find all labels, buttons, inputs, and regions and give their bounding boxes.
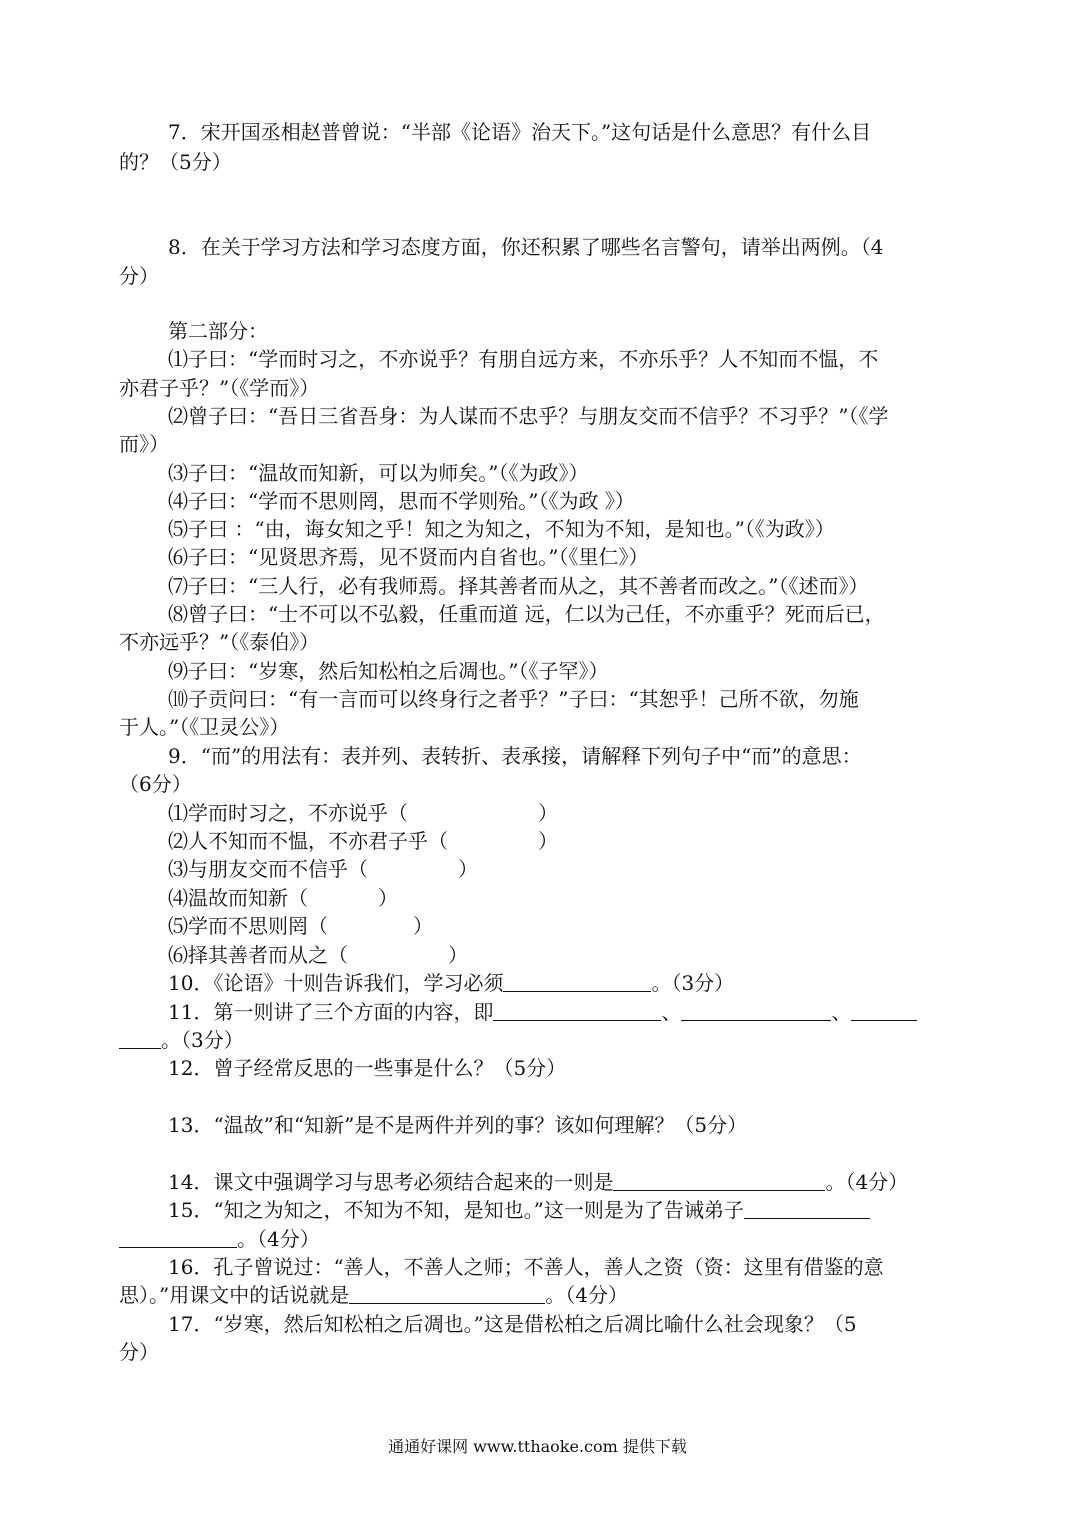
q10-answer-blank[interactable] [503, 971, 651, 992]
question-14: 14．课文中强调学习与思考必须结合起来的一则是 。（4分） [168, 1170, 909, 1194]
q9-item-text: ⑶与朋友交而不信乎（ [168, 857, 368, 881]
q9-item-text: ⑸学而不思则罔（ [168, 914, 328, 938]
question-10: 10．《论语》十则告诉我们，学习必须 。（3分） [168, 971, 735, 995]
page-footer: 通通好课网 www.tthaoke.com 提供下载 [388, 1437, 687, 1456]
q9-item-text: ⑵人不知而不愠，不亦君子乎（ [168, 829, 448, 853]
q11-answer-blank-1[interactable] [493, 1000, 661, 1021]
question-11-line-2: 。（3分） [119, 1026, 244, 1054]
question-17-line-1: 17．“岁寒，然后知松柏之后凋也。”这是借松柏之后凋比喻什么社会现象？（5 [168, 1312, 857, 1336]
q11-answer-blank-2[interactable] [681, 1000, 831, 1021]
q15-answer-blank-cont[interactable] [119, 1227, 237, 1248]
passage-6: ⑹子曰：“见贤思齐焉，见不贤而内自省也。”（《里仁》） [168, 545, 649, 569]
question-16-line-2: 思）。”用课文中的话说就是 。（4分） [119, 1283, 628, 1307]
q9-item-text: ⑴学而时习之，不亦说乎（ [168, 801, 408, 825]
passage-9: ⑼子曰：“岁寒，然后知松柏之后凋也。”（《子罕》） [168, 659, 609, 683]
q9-item-6: ⑹择其善者而从之（ ） [168, 943, 468, 967]
passage-2-line-1: ⑵曾子曰：“吾日三省吾身：为人谋而不忠乎？与朋友交而不信乎？不习乎？”（《学 [168, 404, 889, 428]
question-9-line-1: 9．“而”的用法有：表并列、表转折、表承接，请解释下列句子中“而”的意思： [168, 744, 862, 768]
question-17-line-2: 分） [119, 1340, 159, 1364]
question-16-line-1: 16．孔子曾说过：“善人，不善人之师；不善人，善人之资（资：这里有借鉴的意 [168, 1255, 884, 1279]
passage-5: ⑸子曰 ：“由，诲女知之乎！知之为知之，不知为不知，是知也。”（《为政》） [168, 517, 835, 541]
passage-8-line-1: ⑻曾子曰：“士不可以不弘毅，任重而道 远，仁以为己任，不亦重乎？死而后已， [168, 602, 885, 626]
q9-item-5: ⑸学而不思则罔（ ） [168, 914, 433, 938]
question-7-line-1: 7．宋开国丞相赵普曾说：“半部《论语》治天下。”这句话是什么意思？有什么目 [168, 120, 872, 144]
passage-1-line-1: ⑴子曰：“学而时习之，不亦说乎？有朋自远方来，不亦乐乎？人不知而不愠，不 [168, 347, 879, 371]
passage-10-line-1: ⑽子贡问曰：“有一言而可以终身行之者乎？”子曰：“其恕乎！己所不欲，勿施 [168, 687, 859, 711]
question-12: 12．曾子经常反思的一些事是什么？（5分） [168, 1056, 567, 1080]
q11-answer-blank-3[interactable] [851, 1000, 917, 1021]
q16-answer-blank[interactable] [349, 1283, 545, 1304]
passage-8-line-2: 不亦远乎？”（《泰伯》） [119, 630, 320, 654]
q14-answer-blank[interactable] [613, 1170, 825, 1191]
question-7-line-2: 的？（5分） [119, 150, 232, 174]
question-8-line-1: 8．在关于学习方法和学习态度方面，你还积累了哪些名言警句，请举出两例。（4 [168, 235, 884, 259]
passage-3: ⑶子曰：“温故而知新，可以为师矣。”（《为政》） [168, 461, 589, 485]
passage-2-line-2: 而》） [119, 432, 169, 456]
question-15-line-1: 15．“知之为知之，不知为不知，是知也。”这一则是为了告诫弟子 [168, 1196, 870, 1224]
part-two-heading: 第二部分： [168, 319, 268, 343]
question-13: 13．“温故”和“知新”是不是两件并列的事？该如何理解？（5分） [168, 1113, 748, 1137]
q9-item-text: ⑹择其善者而从之（ [168, 943, 348, 967]
passage-1-line-2: 亦君子乎？”（《学而》） [119, 376, 320, 400]
q9-item-3: ⑶与朋友交而不信乎（ ） [168, 857, 478, 881]
q9-item-4: ⑷温故而知新（ ） [168, 886, 398, 910]
passage-7: ⑺子曰：“三人行，必有我师焉。择其善者而从之，其不善者而改之。”（《述而》） [168, 574, 869, 598]
q15-answer-blank[interactable] [744, 1198, 870, 1219]
question-8-line-2: 分） [119, 264, 159, 288]
q9-item-1: ⑴学而时习之，不亦说乎（ ） [168, 801, 558, 825]
question-15-line-2: 。（4分） [119, 1225, 320, 1253]
passage-10-line-2: 于人。”（《卫灵公》） [119, 715, 290, 739]
q9-item-text: ⑷温故而知新（ [168, 886, 308, 910]
question-9-line-2: （6分） [119, 772, 192, 796]
q11-answer-blank-3-cont[interactable] [119, 1028, 161, 1049]
q9-item-2: ⑵人不知而不愠，不亦君子乎（ ） [168, 829, 558, 853]
question-11-line-1: 11．第一则讲了三个方面的内容，即 、 、 [168, 998, 917, 1026]
passage-4: ⑷子曰：“学而不思则罔，思而不学则殆。”（《为政 》） [168, 489, 635, 513]
